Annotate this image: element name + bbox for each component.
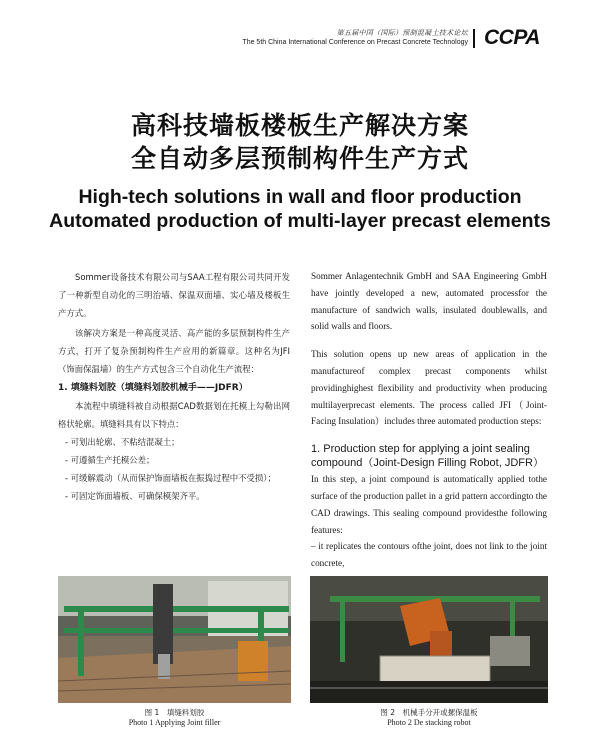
title-cn-line-1: 高科技墙板楼板生产解决方案 xyxy=(130,111,469,140)
right-section-heading: 1. Production step for applying a joint sealing compound（Joint-Design Filling Robot, JDFR） xyxy=(311,443,544,470)
photo-2-caption-en: Photo 2 De stacking robot xyxy=(387,718,471,727)
title-cn-line-2: 全自动多层预制构件生产方式 xyxy=(130,144,469,173)
left-paragraph-3: 本流程中填缝料被自动根据CAD数据划在托模上勾勒出网格状轮廓。填缝料具有以下特点： xyxy=(58,401,290,429)
title-en-line-2: Automated production of multi-layer precast elements xyxy=(49,210,551,232)
photo-1-caption xyxy=(58,708,291,728)
photo-2-caption-cn: 图 2 机械手分开或摞保温板 xyxy=(380,708,478,717)
photo-1-caption-en: Photo 1 Applying Joint filler xyxy=(128,718,221,727)
photo-destacking-robot xyxy=(310,576,548,703)
photo-joint-filler xyxy=(58,576,291,703)
left-bullet-1: - 可划出轮廓、不粘结混凝土； xyxy=(65,437,180,447)
ccpa-logo: CCPA xyxy=(484,26,540,49)
conference-title-cn: 第五届中国（国际）预制混凝土技术论坛 xyxy=(336,29,468,37)
header-divider xyxy=(473,29,475,48)
title-en-line-1: High-tech solutions in wall and floor production xyxy=(78,186,522,208)
left-bullet-4: - 可固定饰面墙板、可确保模架齐平。 xyxy=(65,491,205,501)
photo-2-caption xyxy=(310,708,548,728)
right-paragraph-2: This solution opens up new areas of application in the manufactureof complex precast components whilst providinghighest flexibility and productivity when producing multilayerprecast elements. The process called JFI（Joint-Facing Insulation）includes three automated production steps: xyxy=(311,349,547,427)
left-paragraph-2: 该解决方案是一种高度灵活、高产能的多层预制构件生产方式，打开了复杂预制构件生产应用的新篇章。这种名为JFI（饰面保温墙）的生产方式包含三个自动化生产流程： xyxy=(58,328,290,374)
right-bullet-1: – it replicates the contours ofthe joint, does not link to the joint concrete, xyxy=(311,541,547,569)
conference-title-en: The 5th China International Conference on Precast Concrete Technology xyxy=(242,39,468,46)
photo-1-caption-cn: 图 1 填缝料划胶 xyxy=(144,708,205,717)
left-paragraph-1: Sommer设备技术有限公司与SAA工程有限公司共同开发了一种新型自动化的三明治墙、保温双面墙、实心墙及楼板生产方式。 xyxy=(58,272,290,318)
right-paragraph-3: In this step, a joint compound is automatically applied tothe surface of the production pallet in a grid pattern accordingto the CAD drawings. This sealing compound providesthe following features: xyxy=(311,474,547,535)
right-column-en xyxy=(311,268,547,622)
left-bullet-2: - 可遵循生产托模公差； xyxy=(65,455,155,465)
right-paragraph-1: Sommer Anlagentechnik GmbH and SAA Engineering GmbH have jointly developed a new, automated processfor the manufacture of sandwich walls, insulated doublewalls, and solid walls and floors. xyxy=(311,271,547,332)
page-header xyxy=(0,28,600,54)
left-bullet-3: - 可缓解震动（从而保护饰面墙板在振捣过程中不受损）； xyxy=(65,473,276,483)
left-section-heading: 1. 填缝料划胶（填缝料划胶机械手——JDFR） xyxy=(58,383,248,393)
left-column-cn xyxy=(58,268,290,505)
